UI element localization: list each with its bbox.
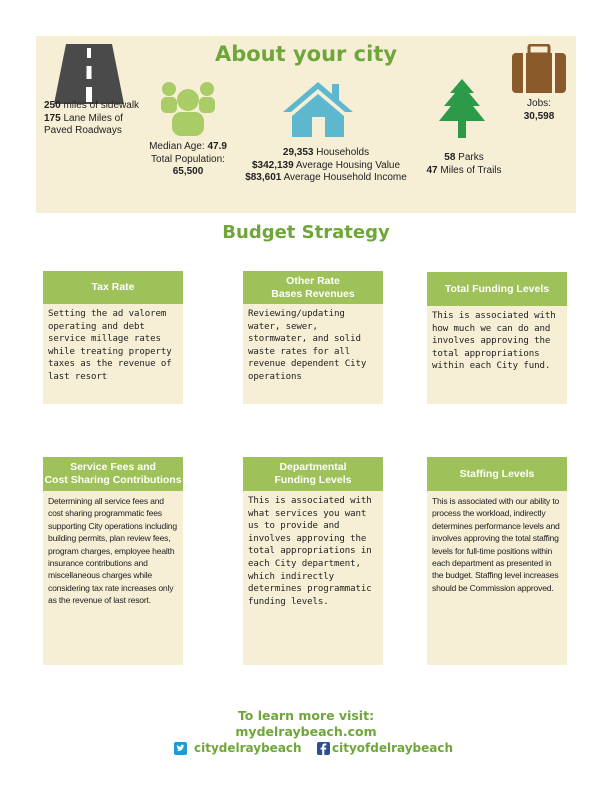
card-title: Service Fees and — [70, 461, 156, 473]
card-title: Staffing Levels — [459, 467, 535, 480]
card-tax-rate — [43, 271, 183, 404]
sidewalk-number: 250 — [44, 100, 61, 111]
card-title: Total Funding Levels — [444, 282, 550, 295]
card-header — [243, 457, 383, 491]
card-body: This is associated with what services you want us to provide and involves approving the total appropriations in each City department, which indirectly determines programmatic funding levels. — [248, 496, 372, 607]
population-label: Total Population: — [151, 153, 225, 165]
card-other-rate — [243, 271, 383, 404]
card-header — [427, 457, 567, 491]
about-panel — [36, 36, 576, 213]
card-staffing-levels — [427, 457, 567, 665]
population-value: 65,500 — [172, 166, 204, 177]
about-title: About your city — [214, 42, 398, 66]
housing-value-number: $342,139 — [251, 159, 294, 171]
twitter-link[interactable] — [174, 741, 302, 755]
jobs-label: Jobs: — [527, 98, 551, 109]
households-number: 29,353 — [282, 147, 314, 158]
lane-number: 175 — [44, 112, 61, 124]
road-stats — [44, 100, 174, 138]
jobs-value: 30,598 — [523, 110, 555, 122]
card-body: This is associated with our ability to process the workload, indirectly determines performance levels and involves approving the total staffing levels for full-time positions within each department as presented in the budget. Staffing level increases should be Commission approved. — [432, 496, 560, 593]
website-link[interactable]: mydelraybeach.com — [235, 724, 377, 739]
card-title-line2: Bases Revenues — [271, 287, 355, 300]
trails-label: Miles of Trails — [437, 164, 502, 176]
card-header — [43, 457, 183, 491]
card-body: Reviewing/updating water, sewer, stormwater, and solid waste rates for all revenue dependent City operations — [248, 309, 367, 382]
card-total-funding — [427, 272, 567, 404]
budget-strategy-title: Budget Strategy — [222, 222, 390, 243]
facebook-icon — [317, 742, 330, 755]
median-age-label: Median Age: — [149, 141, 208, 152]
trails-number: 47 — [426, 164, 438, 176]
house-icon — [282, 80, 354, 138]
briefcase-icon — [511, 44, 567, 94]
twitter-icon — [174, 742, 187, 755]
parks-stats — [410, 152, 518, 177]
learn-more-text: To learn more visit: — [237, 708, 375, 723]
households-label: Households — [313, 147, 370, 158]
facebook-handle: cityofdelraybeach — [332, 741, 454, 755]
facebook-link[interactable] — [317, 741, 453, 755]
household-stats — [232, 147, 420, 185]
card-service-fees — [43, 457, 183, 665]
income-number: $83,601 — [245, 172, 282, 183]
road-icon — [54, 44, 124, 104]
card-header — [427, 272, 567, 306]
card-header — [43, 271, 183, 304]
population-stats — [140, 141, 236, 179]
card-body: Setting the ad valorem operating and debt service millage rates while treating property taxes as the revenue of last resort — [48, 309, 172, 382]
card-body: Determining all service fees and cost sharing programmatic fees supporting City operations including building permits, plan review fees, program charges, employee health insurance contributions and miscellaneous charges while considering tax rate increases only as the revenue of last resort. — [48, 496, 177, 606]
card-header — [243, 271, 383, 304]
tree-icon — [438, 79, 486, 139]
card-title: Other Rate — [286, 274, 340, 287]
card-title-line2: Cost Sharing Contributions — [44, 474, 182, 486]
sidewalk-label: miles of sidewalk — [60, 100, 140, 111]
card-title: Tax Rate — [91, 281, 135, 293]
lane-label: Lane Miles of — [60, 112, 123, 124]
jobs-stats — [504, 98, 574, 123]
income-label: Average Household Income — [281, 172, 407, 183]
people-icon — [159, 81, 217, 136]
card-body: This is associated with how much we can do and involves approving the total appropriations within each City fund. — [432, 311, 556, 372]
parks-label: Parks — [455, 152, 484, 163]
card-departmental-funding — [243, 457, 383, 665]
card-title: Departmental — [279, 461, 347, 473]
twitter-handle: citydelraybeach — [194, 741, 302, 755]
card-title-line2: Funding Levels — [274, 474, 352, 486]
paved-label: Paved Roadways — [44, 125, 122, 136]
median-age-value: 47.9 — [207, 141, 227, 152]
housing-value-label: Average Housing Value — [293, 159, 401, 171]
footer — [0, 708, 612, 740]
parks-number: 58 — [444, 152, 456, 163]
